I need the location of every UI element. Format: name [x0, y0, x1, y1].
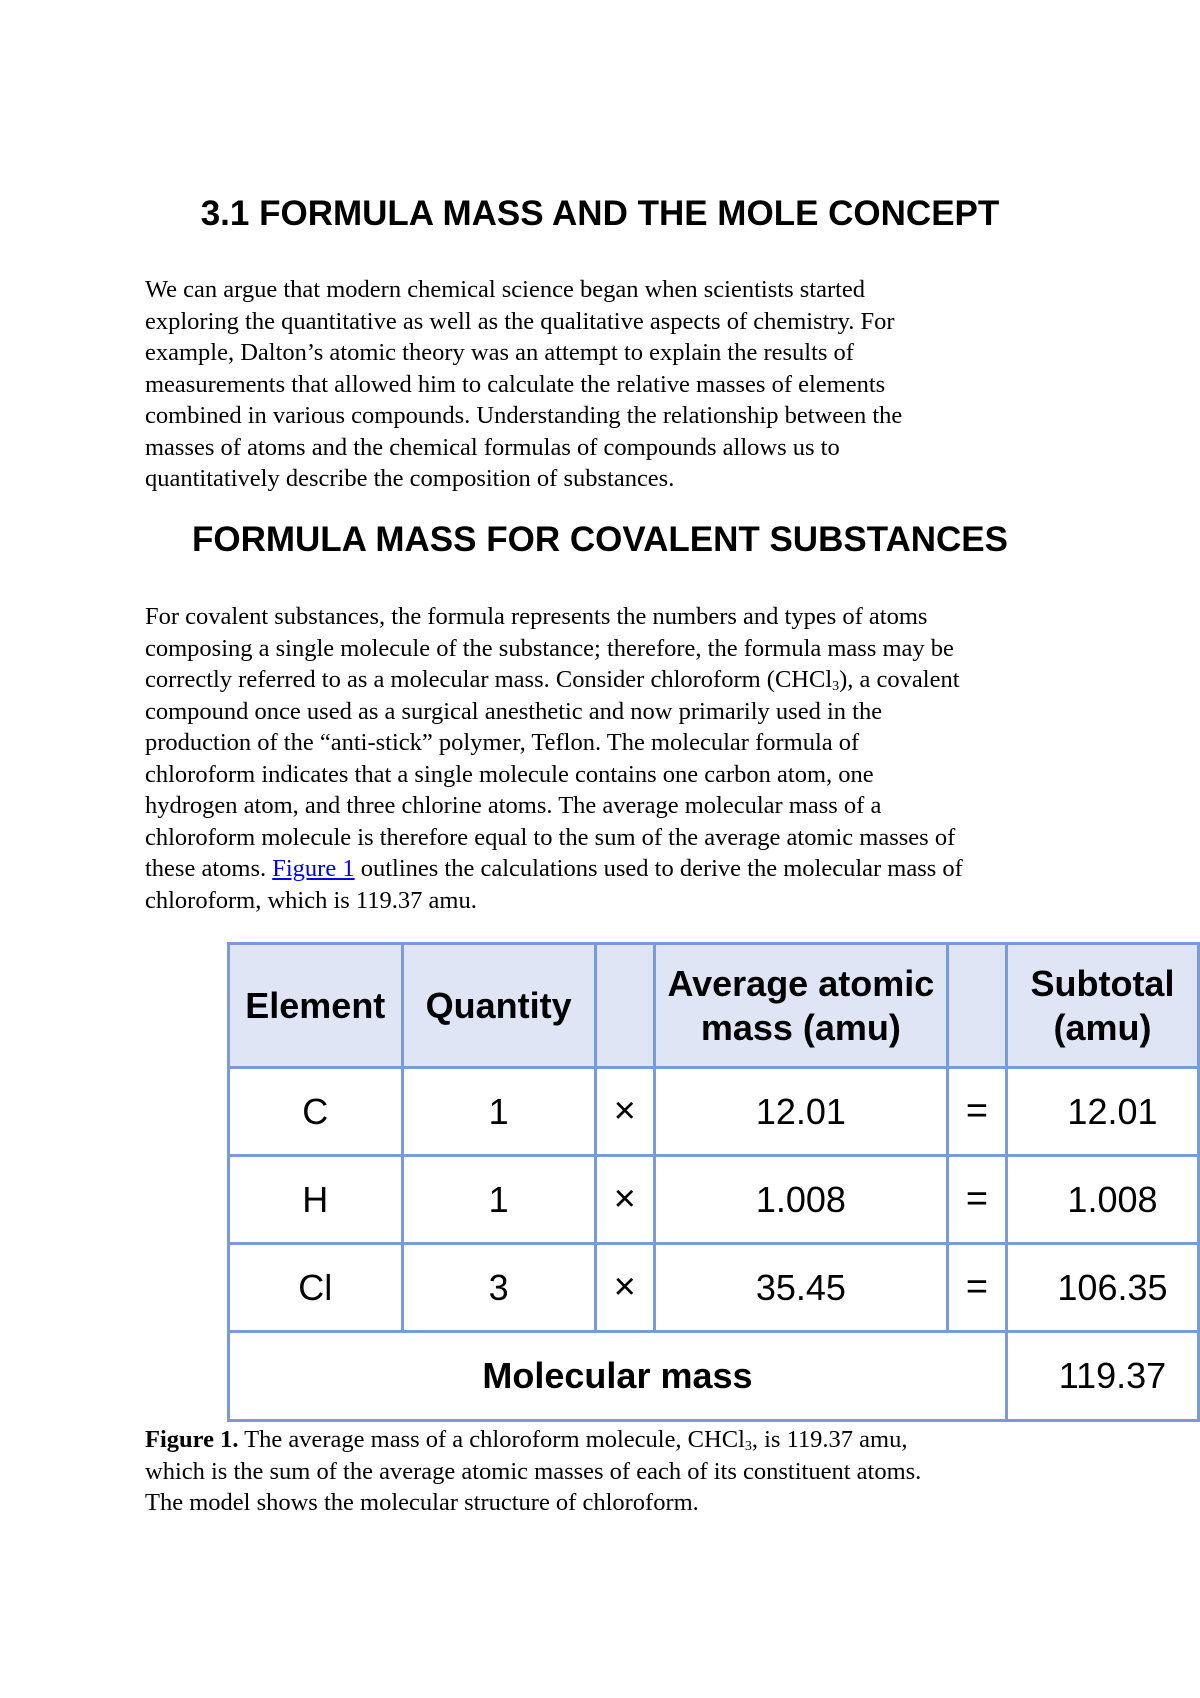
covalent-line: chloroform molecule is therefore equal to the sum of the average atomic masses of — [145, 823, 956, 851]
covalent-paragraph — [145, 601, 1185, 916]
covalent-line: compound once used as a surgical anesthetic and now primarily used in the — [145, 697, 883, 725]
covalent-line: composing a single molecule of the substance; therefore, the formula mass may be — [145, 634, 954, 662]
table-row — [229, 1156, 1199, 1244]
subtotal-value: 1.008 — [1067, 1178, 1158, 1220]
molecular-mass-table — [227, 942, 1200, 1422]
header-subtotal — [1006, 944, 1198, 1068]
intro-line: masses of atoms and the chemical formulas of compounds allows us to — [145, 433, 840, 461]
intro-line: exploring the quantitative as well as the qualitative aspects of chemistry. For — [145, 307, 895, 335]
table-header-row — [229, 944, 1199, 1068]
cell-quantity: 1 — [402, 1068, 595, 1156]
molecular-mass-value — [1006, 1332, 1198, 1421]
figure-caption — [145, 1424, 1185, 1519]
intro-line: We can argue that modern chemical science began when scientists started — [145, 276, 866, 303]
times-symbol: × — [595, 1068, 654, 1156]
molecular-mass-label: Molecular mass — [229, 1332, 1007, 1421]
covalent-line: chloroform, which is 119.37 amu. — [145, 886, 477, 914]
equals-symbol: = — [948, 1068, 1007, 1156]
cell-average-mass: 12.01 — [654, 1068, 948, 1156]
intro-paragraph — [145, 274, 1185, 495]
covalent-line: hydrogen atom, and three chlorine atoms. The average molecular mass of a — [145, 792, 882, 819]
intro-line: example, Dalton’s atomic theory was an attempt to explain the results of — [145, 339, 854, 366]
text-fragment: The average mass of a chloroform molecule, CHCl — [238, 1426, 745, 1453]
equals-symbol: = — [948, 1156, 1007, 1244]
table-row — [229, 1244, 1199, 1332]
total-value: 119.37 — [1058, 1355, 1167, 1396]
text-fragment: ), a covalent — [839, 666, 960, 693]
intro-line: combined in various compounds. Understanding the relationship between the — [145, 402, 903, 429]
text-fragment: these atoms. — [145, 855, 273, 882]
caption-label: Figure 1. — [145, 1426, 239, 1453]
times-symbol: × — [595, 1156, 654, 1244]
header-line: mass (amu) — [700, 1006, 901, 1048]
cell-subtotal — [1006, 1244, 1198, 1332]
header-element: Element — [229, 944, 403, 1068]
subscript: 3 — [744, 1439, 752, 1454]
cell-average-mass: 1.008 — [654, 1156, 948, 1244]
text-fragment: correctly referred to as a molecular mass. Consider chloroform (CHCl — [145, 666, 833, 693]
cell-element: H — [229, 1156, 403, 1244]
covalent-line: production of the “anti-stick” polymer, Teflon. The molecular formula of — [145, 729, 860, 756]
header-average-atomic-mass — [654, 944, 948, 1068]
subtotal-value: 106.35 — [1057, 1266, 1168, 1308]
subscript: 3 — [832, 679, 840, 694]
cell-average-mass: 35.45 — [654, 1244, 948, 1332]
intro-line: measurements that allowed him to calculate the relative masses of elements — [145, 370, 886, 398]
covalent-line: chloroform indicates that a single molecule contains one carbon atom, one — [145, 760, 874, 788]
caption-line: The model shows the molecular structure of chloroform. — [145, 1489, 699, 1516]
caption-line — [145, 1424, 1185, 1456]
intro-line: quantitatively describe the composition of substances. — [145, 465, 675, 492]
subtotal-value: 12.01 — [1067, 1090, 1158, 1132]
table-footer-row — [229, 1332, 1199, 1421]
table-row — [229, 1068, 1199, 1156]
cell-element: C — [229, 1068, 403, 1156]
figure-1-link[interactable]: Figure 1 — [272, 855, 355, 882]
header-blank — [595, 944, 654, 1068]
cell-subtotal — [1006, 1068, 1198, 1156]
cell-element: Cl — [229, 1244, 403, 1332]
molecular-mass-table-wrapper — [227, 942, 1200, 1422]
header-blank — [948, 944, 1007, 1068]
header-quantity: Quantity — [402, 944, 595, 1068]
equals-symbol: = — [948, 1244, 1007, 1332]
covalent-line — [145, 853, 1185, 885]
text-fragment: outlines the calculations used to derive the molecular mass of — [354, 855, 963, 882]
times-symbol: × — [595, 1244, 654, 1332]
cell-subtotal — [1006, 1156, 1198, 1244]
covalent-line — [145, 664, 1185, 696]
cell-quantity: 1 — [402, 1156, 595, 1244]
cell-quantity: 3 — [402, 1244, 595, 1332]
header-line: (amu) — [1053, 1006, 1152, 1048]
text-fragment: , is 119.37 amu, — [751, 1426, 908, 1453]
page-title: 3.1 FORMULA MASS AND THE MOLE CONCEPT — [200, 194, 1000, 233]
caption-line: which is the sum of the average atomic masses of each of its constituent atoms. — [145, 1457, 922, 1485]
header-line: Subtotal — [1030, 962, 1175, 1004]
covalent-line: For covalent substances, the formula represents the numbers and types of atoms — [145, 603, 928, 630]
header-line: Average atomic — [667, 962, 935, 1004]
section-heading: FORMULA MASS FOR COVALENT SUBSTANCES — [191, 520, 1008, 559]
